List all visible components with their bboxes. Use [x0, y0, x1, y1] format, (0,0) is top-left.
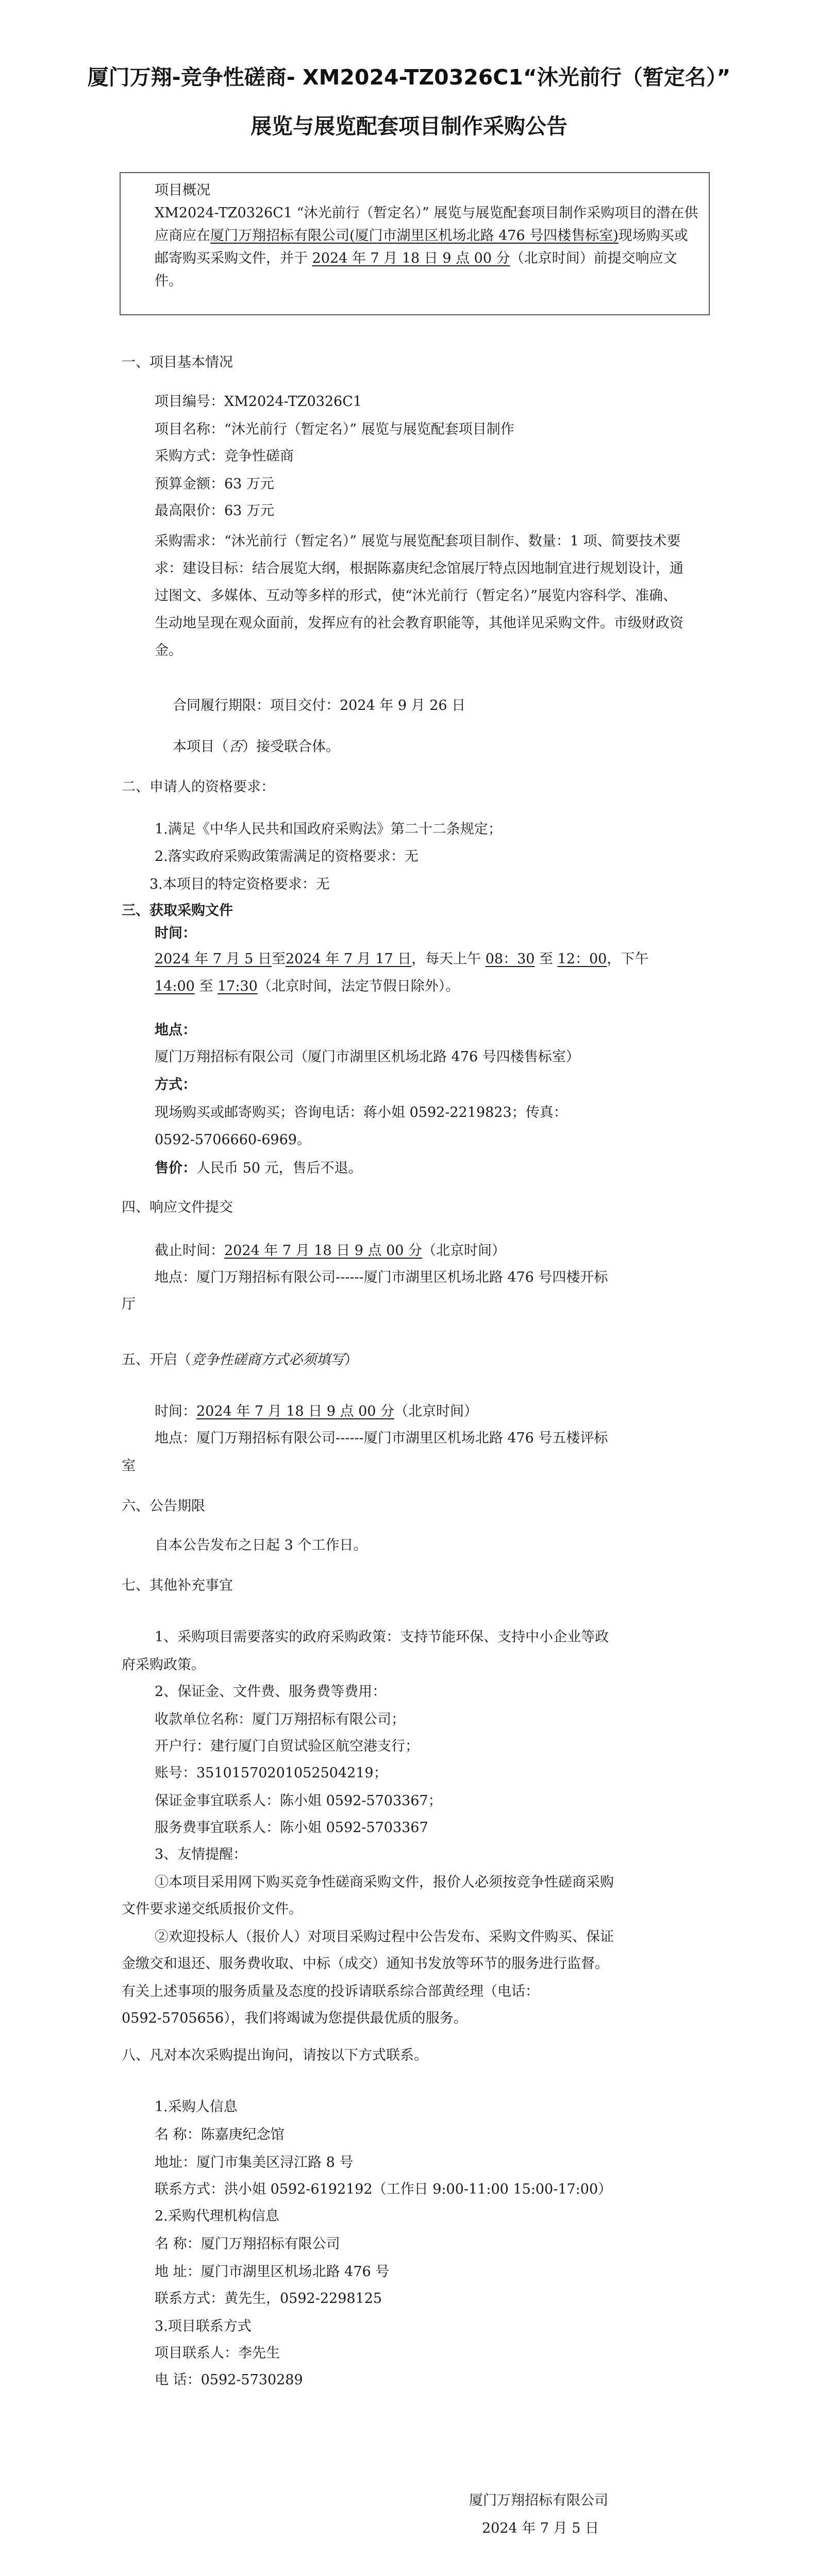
submission-place-line1: 地点：厦门万翔招标有限公司------厦门市湖里区机场北路 476 号四楼开标 [155, 1269, 608, 1285]
submission-deadline [155, 1241, 506, 1261]
section6-heading: 六、公告期限 [122, 1498, 205, 1514]
service-fee-contact: 服务费事宜联系人：陈小姐 0592-5703367 [155, 1820, 428, 1836]
time-to-pm: 至 [194, 978, 218, 994]
project-contact-title: 3.项目联系方式 [155, 2318, 252, 2334]
agency-name: 名 称：厦门万翔招标有限公司 [155, 2236, 340, 2252]
contract-period: 合同履行期限：项目交付：2024 年 9 月 26 日 [173, 698, 466, 714]
budget-amount: 预算金额：63 万元 [155, 476, 274, 492]
signature-date: 2024 年 7 月 5 日 [482, 2520, 599, 2536]
joint-post: ）接受联合体。 [242, 739, 340, 755]
reminder-heading: 3、友情提醒： [155, 1846, 247, 1862]
purchaser-name: 名 称：陈嘉庚纪念馆 [155, 2127, 285, 2143]
joint-venture-note [173, 737, 340, 757]
agency-title: 2.采购代理机构信息 [155, 2208, 279, 2224]
project-contact-person: 项目联系人：李先生 [155, 2345, 280, 2361]
project-name: 项目名称：“沐光前行（暂定名）” 展览与展览配套项目制作 [155, 421, 514, 437]
deadline-value: 2024 年 7 月 18 日 9 点 00 分 [224, 1243, 423, 1259]
method-label: 方式： [155, 1077, 196, 1093]
time-start-date: 2024 年 7 月 5 日 [155, 951, 272, 967]
qualification-3: 3.本项目的特定资格要求：无 [149, 876, 330, 892]
policy-line2: 府采购政策。 [122, 1657, 205, 1673]
time-pm-start: 14:00 [155, 978, 195, 994]
time-mid: ，每天上午 [411, 951, 486, 967]
obtain-time-line1 [155, 949, 648, 970]
opening-place-line2: 室 [122, 1458, 136, 1474]
reminder1-line2: 文件要求递交纸质报价文件。 [122, 1901, 303, 1917]
purchaser-title: 1.采购人信息 [155, 2099, 238, 2115]
purchaser-contact: 联系方式：洪小姐 0592-6192192（工作日 9:00-11:00 15:00-17:00） [155, 2181, 612, 2197]
time-end-date: 2024 年 7 月 17 日 [285, 951, 412, 967]
opening-time-pre: 时间： [155, 1403, 196, 1419]
procurement-method: 采购方式：竞争性磋商 [155, 448, 294, 464]
section7-heading: 七、其他补充事宜 [122, 1578, 233, 1594]
overview-location: 厦门万翔招标有限公司(厦门市湖里区机场北路 476 号四楼售标室) [210, 228, 619, 244]
overview-paragraph [155, 202, 701, 293]
time-mid2: ，下午 [607, 951, 649, 967]
section8-heading: 八、凡对本次采购提出询问，请按以下方式联系。 [122, 2047, 428, 2063]
s5-heading-pre: 五、开启（ [122, 1352, 191, 1368]
reminder2-line3: 有关上述事项的服务质量及态度的投诉请联系综合部黄经理（电话： [122, 1984, 539, 1999]
max-price: 最高限价：63 万元 [155, 503, 274, 519]
s5-heading-post: ） [344, 1352, 358, 1368]
qualification-1: 1.满足《中华人民共和国政府采购法》第二十二条规定； [155, 821, 502, 837]
joint-pre: 本项目（ [173, 739, 228, 755]
reminder2-line4: 0592-5705656），我们将竭诚为您提供最优质的服务。 [122, 2010, 468, 2026]
reminder2-line2: 金缴交和退还、服务费收取、中标（成交）通知书发放等环节的服务进行监督。 [122, 1956, 609, 1972]
project-contact-phone: 电 话：0592-5730289 [155, 2372, 303, 2388]
overview-heading: 项目概况 [155, 182, 210, 198]
joint-value: 否 [228, 739, 242, 755]
time-to-am: 至 [535, 951, 558, 967]
signature-org: 厦门万翔招标有限公司 [469, 2493, 608, 2509]
opening-time-post: （北京时间） [394, 1403, 478, 1419]
time-am-start: 08：30 [485, 951, 535, 967]
obtain-method-line1: 现场购买或邮寄购买；咨询电话：蒋小姐 0592-2219823；传真： [155, 1105, 567, 1121]
fees-heading: 2、保证金、文件费、服务费等费用： [155, 1684, 387, 1700]
page-title-line1: 厦门万翔-竞争性磋商- XM2024-TZ0326C1“沐光前行（暂定名）” [87, 65, 731, 90]
agency-contact: 联系方式：黄先生，0592-2298125 [155, 2291, 382, 2307]
qualification-2: 2.落实政府采购政策需满足的资格要求：无 [155, 849, 419, 865]
opening-time [155, 1401, 478, 1422]
policy-line1: 1、采购项目需要落实的政府采购政策：支持节能环保、支持中小企业等政 [155, 1629, 609, 1645]
time-am-end: 12：00 [557, 951, 607, 967]
bank-name: 开户行：建行厦门自贸试验区航空港支行； [155, 1738, 419, 1754]
price-label: 售价： [155, 1160, 196, 1176]
section4-heading: 四、响应文件提交 [122, 1199, 233, 1215]
opening-time-value: 2024 年 7 月 18 日 9 点 00 分 [196, 1403, 395, 1419]
deposit-contact: 保证金事宜联系人：陈小姐 0592-5703367； [155, 1793, 442, 1809]
reminder1-line1: ①本项目采用网下购买竞争性磋商采购文件，报价人必须按竞争性磋商采购 [155, 1874, 614, 1890]
section3-heading: 三、获取采购文件 [122, 903, 233, 919]
time-end: （北京时间，法定节假日除外）。 [257, 978, 460, 994]
payee-name: 收款单位名称：厦门万翔招标有限公司； [155, 1711, 405, 1727]
s5-heading-italic: 竞争性磋商方式必须填写 [191, 1352, 344, 1368]
deadline-post: （北京时间） [422, 1243, 506, 1259]
section2-heading: 二、申请人的资格要求： [122, 779, 275, 795]
project-number: 项目编号：XM2024-TZ0326C1 [155, 394, 362, 410]
time-label: 时间： [155, 925, 196, 941]
submission-place-line2: 厅 [122, 1296, 136, 1312]
time-pm-end: 17:30 [217, 978, 258, 994]
overview-deadline: 2024 年 7 月 18 日 9 点 00 分 [312, 250, 510, 266]
obtain-time-line2 [155, 976, 459, 997]
opening-place-line1: 地点：厦门万翔招标有限公司------厦门市湖里区机场北路 476 号五楼评标 [155, 1430, 608, 1446]
time-to: 至 [271, 951, 286, 967]
place-label: 地点： [155, 1022, 196, 1038]
overview-mid2: ，并于 [266, 250, 312, 266]
notice-period: 自本公告发布之日起 3 个工作日。 [155, 1537, 368, 1553]
obtain-place: 厦门万翔招标有限公司（厦门市湖里区机场北路 476 号四楼售标室） [155, 1049, 580, 1065]
overview-text-start: XM2024-TZ0326C1 “沐光前行（暂定名）” 展览与展览配套项目制作采购项目的潜在供应商应在 [155, 205, 698, 244]
overview-mid1: 现场购买或邮寄购买采购文件 [155, 228, 688, 266]
agency-address: 地 址：厦门市湖里区机场北路 476 号 [155, 2264, 390, 2280]
document-price [155, 1158, 362, 1179]
reminder2-line1: ②欢迎投标人（报价人）对项目采购过程中公告发布、采购文件购买、保证 [155, 1929, 614, 1945]
price-value: 人民币 50 元，售后不退。 [196, 1160, 362, 1176]
bank-account: 账号：35101570201052504219； [155, 1765, 388, 1781]
obtain-method-line2: 0592-5706660-6969。 [155, 1132, 311, 1148]
section5-heading [122, 1350, 358, 1370]
deadline-pre: 截止时间： [155, 1243, 224, 1259]
page-title-line2: 展览与展览配套项目制作采购公告 [251, 114, 567, 139]
section1-heading: 一、项目基本情况 [122, 354, 233, 370]
procurement-demand: 采购需求：“沐光前行（暂定名）” 展览与展览配套项目制作、数量：1 项、简要技术要求：建设目标：结合展览大纲，根据陈嘉庚纪念馆展厅特点因地制宜进行规划设计，通过图文、多媒体、互动等多样的形式，使“沐光前行（暂定名）”展览内容科学、准确、生动地呈现在观众面前，发挥应有的社会教育职能等，其他详见采购文件。市级财政资金。 [155, 533, 683, 658]
purchaser-address: 地址：厦门市集美区浔江路 8 号 [155, 2155, 354, 2171]
overview-end: （北京时间）前提交响应文件。 [155, 250, 677, 289]
